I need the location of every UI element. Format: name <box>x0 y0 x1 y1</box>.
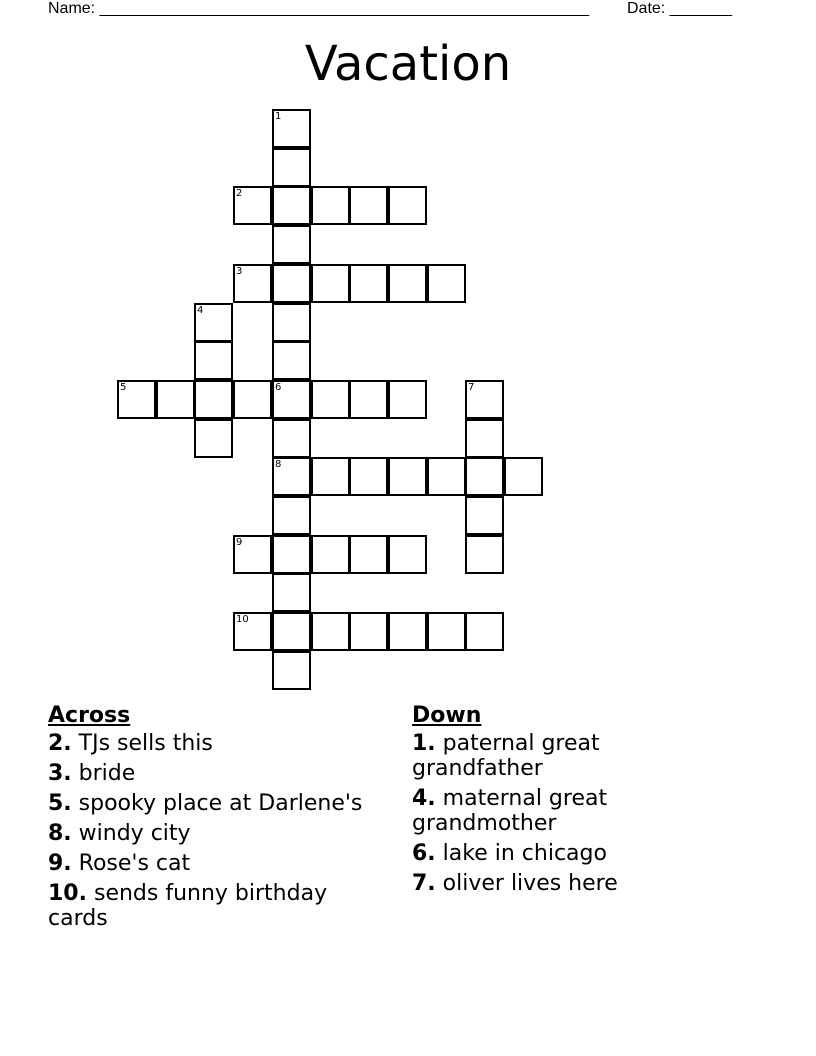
clue-text: TJs sells this <box>78 731 213 756</box>
grid-cell[interactable] <box>465 535 504 574</box>
grid-cell[interactable] <box>349 535 388 574</box>
clue-number-label: 7 <box>468 382 475 393</box>
grid-cell[interactable] <box>349 457 388 496</box>
grid-cell[interactable] <box>272 380 311 419</box>
across-clue <box>48 791 393 816</box>
grid-cell[interactable] <box>272 341 311 380</box>
clue-number: 5. <box>48 791 72 816</box>
page-title: Vacation <box>304 36 512 92</box>
name-field-label: Name: _______________________________________________________ <box>48 0 589 17</box>
grid-cell[interactable] <box>427 457 466 496</box>
grid-cell[interactable] <box>117 380 156 419</box>
clue-number-label: 3 <box>236 266 243 277</box>
grid-cell[interactable] <box>311 380 350 419</box>
across-clue <box>48 821 393 846</box>
clue-text: lake in chicago <box>442 841 607 866</box>
grid-cell[interactable] <box>233 612 272 651</box>
grid-cell[interactable] <box>233 186 272 225</box>
clue-number: 7. <box>412 871 436 896</box>
clue-number: 9. <box>48 851 72 876</box>
grid-cell[interactable] <box>465 496 504 535</box>
clue-number-label: 2 <box>236 188 243 199</box>
clue-number: 2. <box>48 731 72 756</box>
grid-cell[interactable] <box>233 535 272 574</box>
grid-cell[interactable] <box>233 264 272 303</box>
clue-text: bride <box>78 761 136 786</box>
down-clue <box>412 841 672 866</box>
clue-number: 4. <box>412 786 436 811</box>
across-clue <box>48 881 393 931</box>
grid-cell[interactable] <box>233 380 272 419</box>
grid-cell[interactable] <box>194 419 233 458</box>
clue-text: paternal great grandfather <box>412 731 600 781</box>
across-clue <box>48 761 393 786</box>
across-clue <box>48 731 393 756</box>
grid-cell[interactable] <box>311 535 350 574</box>
clue-number: 3. <box>48 761 72 786</box>
grid-cell[interactable] <box>349 186 388 225</box>
grid-cell[interactable] <box>388 535 427 574</box>
grid-cell[interactable] <box>272 496 311 535</box>
grid-cell[interactable] <box>311 186 350 225</box>
across-clue <box>48 851 393 876</box>
clue-number-label: 9 <box>236 537 243 548</box>
across-clues <box>48 703 393 936</box>
clue-number: 10. <box>48 881 87 906</box>
clue-number: 6. <box>412 841 436 866</box>
clue-number-label: 10 <box>236 614 249 625</box>
grid-cell[interactable] <box>272 535 311 574</box>
clue-text: sends funny birthday cards <box>48 881 328 931</box>
clue-number-label: 1 <box>275 111 282 122</box>
grid-cell[interactable] <box>388 264 427 303</box>
grid-cell[interactable] <box>388 457 427 496</box>
grid-cell[interactable] <box>194 303 233 342</box>
grid-cell[interactable] <box>388 612 427 651</box>
grid-cell[interactable] <box>349 380 388 419</box>
clue-text: oliver lives here <box>442 871 618 896</box>
grid-cell[interactable] <box>272 303 311 342</box>
grid-cell[interactable] <box>272 651 311 690</box>
clue-number-label: 5 <box>120 382 127 393</box>
grid-cell[interactable] <box>194 380 233 419</box>
grid-cell[interactable] <box>427 264 466 303</box>
grid-cell[interactable] <box>311 457 350 496</box>
grid-cell[interactable] <box>272 573 311 612</box>
grid-cell[interactable] <box>504 457 543 496</box>
clue-number: 8. <box>48 821 72 846</box>
grid-cell[interactable] <box>272 225 311 264</box>
date-field-label: Date: _______ <box>627 0 732 17</box>
down-clue <box>412 731 672 781</box>
clue-text: Rose's cat <box>78 851 191 876</box>
clue-text: windy city <box>78 821 191 846</box>
grid-cell[interactable] <box>156 380 195 419</box>
grid-cell[interactable] <box>272 109 311 148</box>
grid-cell[interactable] <box>465 380 504 419</box>
clue-number-label: 4 <box>197 305 204 316</box>
down-heading: Down <box>412 703 482 728</box>
grid-cell[interactable] <box>465 419 504 458</box>
grid-cell[interactable] <box>272 264 311 303</box>
grid-cell[interactable] <box>427 612 466 651</box>
grid-cell[interactable] <box>272 186 311 225</box>
grid-cell[interactable] <box>388 380 427 419</box>
down-clue <box>412 871 672 896</box>
grid-cell[interactable] <box>349 612 388 651</box>
grid-cell[interactable] <box>388 186 427 225</box>
grid-cell[interactable] <box>311 264 350 303</box>
grid-cell[interactable] <box>194 341 233 380</box>
down-clues <box>412 703 672 901</box>
grid-cell[interactable] <box>349 264 388 303</box>
clue-number: 1. <box>412 731 436 756</box>
grid-cell[interactable] <box>272 612 311 651</box>
grid-cell[interactable] <box>311 612 350 651</box>
grid-cell[interactable] <box>272 148 311 187</box>
grid-cell[interactable] <box>272 419 311 458</box>
clue-number-label: 8 <box>275 459 282 470</box>
clue-text: spooky place at Darlene's <box>78 791 363 816</box>
down-clue <box>412 786 672 836</box>
clue-text: maternal great grandmother <box>412 786 608 836</box>
across-heading: Across <box>48 703 131 728</box>
grid-cell[interactable] <box>465 612 504 651</box>
clue-number-label: 6 <box>275 382 282 393</box>
grid-cell[interactable] <box>465 457 504 496</box>
grid-cell[interactable] <box>272 457 311 496</box>
